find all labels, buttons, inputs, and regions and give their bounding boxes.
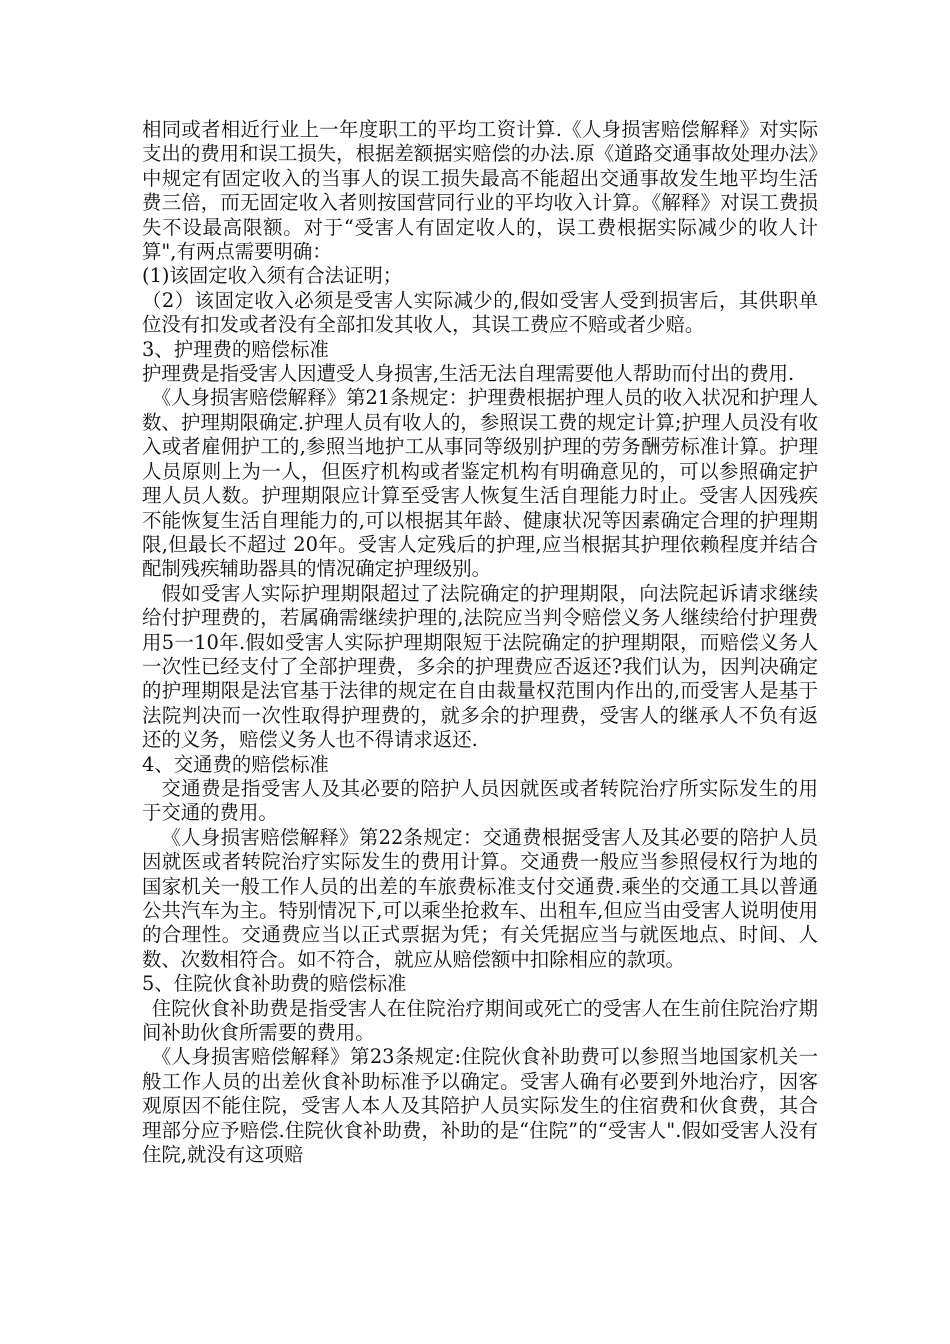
document-page: [142, 118, 818, 1167]
paragraph-point-2: （2）该固定收入必须是受害人实际减少的,假如受害人受到损害后，其供职单位没有扣发或者没有全部扣发其收人，其误工费应不赔或者少赔。: [142, 288, 818, 337]
paragraph-nursing-article-21: 《人身损害赔偿解释》第21条规定：护理费根据护理人员的收入状况和护理人数、护理期限确定.护理人员有收人的，参照误工费的规定计算;护理人员没有收入或者雇佣护工的,参照当地护工从事同等级别护理的劳务酬劳标准计算。护理人员原则上为一人，但医疗机构或者鉴定机构有明确意见的，可以参照确定护理人员人数。护理期限应计算至受害人恢复生活自理能力时止。受害人因残疾不能恢复生活自理能力的,可以根据其年龄、健康状况等因素确定合理的护理期限,但最长不超过 20年。受害人定残后的护理,应当根据其护理依赖程度并结合配制残疾辅助器具的情况确定护理级别。: [142, 386, 818, 581]
paragraph-nursing-definition: 护理费是指受害人因遭受人身损害,生活无法自理需要他人帮助而付出的费用.: [142, 362, 795, 386]
paragraph-point-1: (1)该固定收入须有合法证明；: [142, 264, 403, 288]
heading-meal-allowance: 5、住院伙食补助费的赔偿标准: [142, 972, 407, 996]
heading-nursing-fee: 3、护理费的赔偿标准: [142, 337, 329, 361]
paragraph-meal-article-23: 《人身损害赔偿解释》第23条规定:住院伙食补助费可以参照当地国家机关一般工作人员的出差伙食补助标准予以确定。受害人确有必要到外地治疗，因客观原因不能住院，受害人本人及其陪护人员实际发生的住宿费和伙食费，其合理部分应予赔偿.住院伙食补助费，补助的是“住院”的“受害人".假如受害人没有住院,就没有这项赔: [142, 1045, 818, 1167]
paragraph-transport-article-22: 《人身损害赔偿解释》第22条规定：交通费根据受害人及其必要的陪护人员因就医或者转院治疗实际发生的费用计算。交通费一般应当参照侵权行为地的国家机关一般工作人员的出差的车旅费标准支付交通费.乘坐的交通工具以普通公共汽车为主。特别情况下,可以乘坐抢救车、出租车,但应当由受害人说明使用的合理性。交通费应当以正式票据为凭；有关凭据应当与就医地点、时间、人数、次数相符合。如不符合，就应从赔偿额中扣除相应的款项。: [142, 825, 818, 971]
paragraph-lost-wages: 相同或者相近行业上一年度职工的平均工资计算.《人身损害赔偿解释》对实际支出的费用和误工损失，根据差额据实赔偿的办法.原《道路交通事故处理办法》中规定有固定收入的当事人的误工损失最高不能超出交通事故发生地平均生活费三倍，而无固定收入者则按国营同行业的平均收入计算。《解释》对误工费损失不设最高限额。对于“受害人有固定收人的，误工费根据实际减少的收人计算",有两点需要明确：: [142, 118, 818, 264]
heading-transport-fee: 4、交通费的赔偿标准: [142, 752, 329, 776]
paragraph-transport-definition: 交通费是指受害人及其必要的陪护人员因就医或者转院治疗所实际发生的用于交通的费用。: [142, 776, 818, 825]
paragraph-meal-definition: 住院伙食补助费是指受害人在住院治疗期间或死亡的受害人在生前住院治疗期间补助伙食所需要的费用。: [142, 996, 818, 1045]
paragraph-nursing-excess: 假如受害人实际护理期限超过了法院确定的护理期限，向法院起诉请求继续给付护理费的，若属确需继续护理的,法院应当判令赔偿义务人继续给付护理费用5一10年.假如受害人实际护理期限短于法院确定的护理期限，而赔偿义务人一次性已经支付了全部护理费，多余的护理费应否返还?我们认为，因判决确定的护理期限是法官基于法律的规定在自由裁量权范围内作出的,而受害人是基于法院判决而一次性取得护理费的，就多余的护理费，受害人的继承人不负有返还的义务，赔偿义务人也不得请求返还.: [142, 581, 818, 752]
